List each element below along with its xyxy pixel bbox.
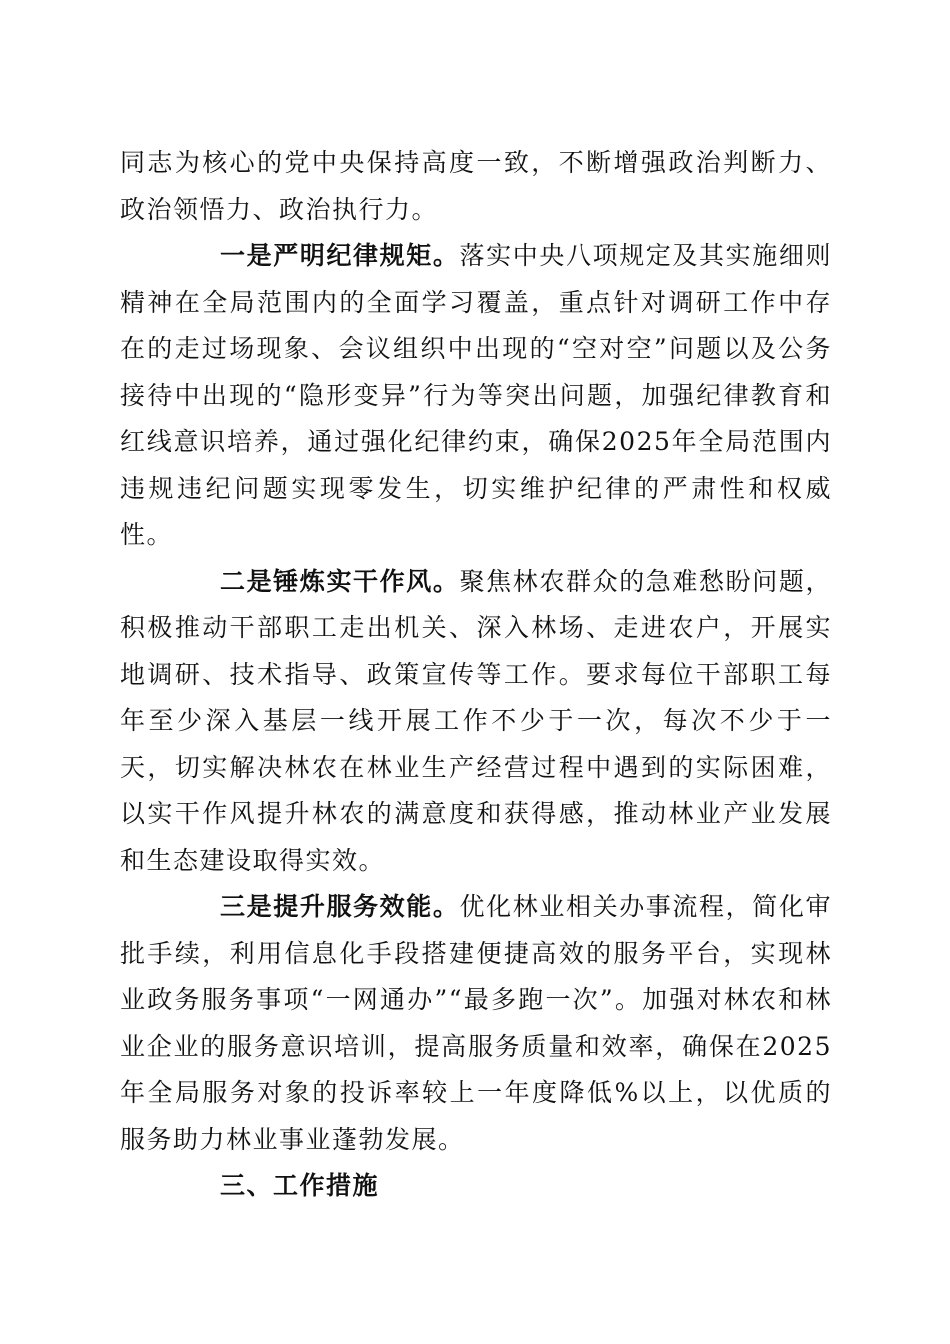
paragraph-text: 同志为核心的党中央保持高度一致，不断增强政治判断力、政治领悟力、政治执行力。 xyxy=(120,148,832,224)
paragraph-work-style xyxy=(120,559,832,885)
paragraph-text: 聚焦林农群众的急难愁盼问题，积极推动干部职工走出机关、深入林场、走进农户，开展实地调研、技术指导、政策宣传等工作。要求每位干部职工每年至少深入基层一线开展工作不少于一次，每次不少于一天，切实解决林农在林业生产经营过程中遇到的实际困难，以实干作风提升林农的满意度和获得感，推动林业产业发展和生态建设取得实效。 xyxy=(120,566,832,875)
paragraph-lead: 一是严明纪律规矩。 xyxy=(220,241,460,270)
document-body xyxy=(120,140,832,1210)
paragraph-continuation xyxy=(120,140,832,233)
paragraph-service xyxy=(120,884,832,1163)
paragraph-text: 优化林业相关办事流程，简化审批手续，利用信息化手段搭建便捷高效的服务平台，实现林业政务服务事项“一网通办”“最多跑一次”。加强对林农和林业企业的服务意识培训，提高服务质量和效率，确保在2025年全局服务对象的投诉率较上一年度降低%以上，以优质的服务助力林业事业蓬勃发展。 xyxy=(120,892,832,1154)
section-heading: 三、工作措施 xyxy=(220,1171,380,1200)
paragraph-text: 落实中央八项规定及其实施细则精神在全局范围内的全面学习覆盖，重点针对调研工作中存在的走过场现象、会议组织中出现的“空对空”问题以及公务接待中出现的“隐形变异”行为等突出问题，加强纪律教育和红线意识培养，通过强化纪律约束，确保2025年全局范围内违规违纪问题实现零发生，切实维护纪律的严肃性和权威性。 xyxy=(120,241,832,549)
paragraph-discipline xyxy=(120,233,832,559)
paragraph-lead: 二是锤炼实干作风。 xyxy=(220,566,460,596)
paragraph-lead: 三是提升服务效能。 xyxy=(220,892,460,921)
